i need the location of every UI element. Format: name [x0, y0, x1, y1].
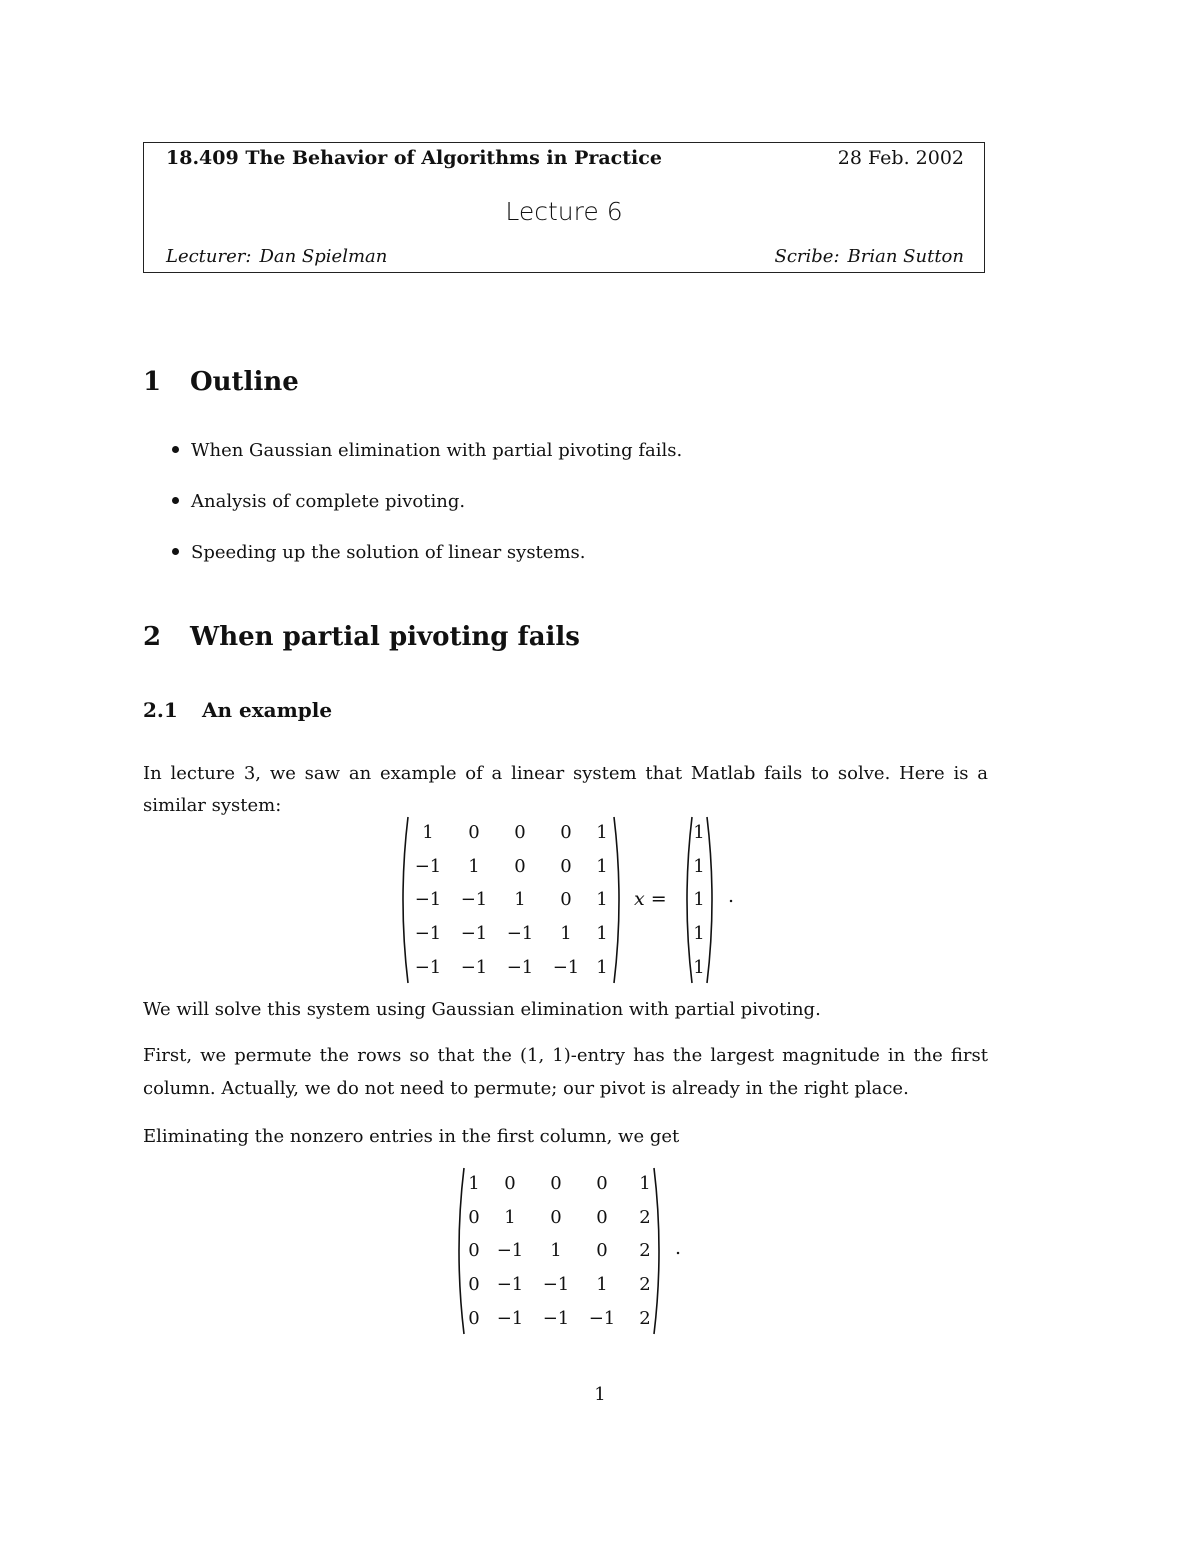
scribe-name: Brian Sutton [847, 246, 964, 267]
paragraph-line: column. Actually, we do not need to permute; our pivot is already in the right place. [143, 1078, 909, 1099]
scribe [775, 246, 964, 267]
list-item-text: Speeding up the solution of linear systems. [191, 542, 586, 563]
right-paren-icon [652, 1167, 666, 1335]
matrix-cell: −1 [496, 1307, 524, 1329]
paragraph-permute [143, 1039, 988, 1105]
matrix-cell: −1 [414, 923, 442, 945]
matrix-cell: 2 [639, 1206, 651, 1228]
matrix-cell: −1 [460, 956, 488, 978]
matrix-row [406, 850, 614, 884]
paragraph-line: In lecture 3, we saw an example of a linear system that Matlab fails to solve. Here is a [143, 763, 988, 784]
matrix-cell: 0 [468, 1274, 480, 1296]
subsection-2-1-heading [143, 698, 332, 722]
section-number: 1 [143, 367, 162, 397]
matrix-cell: 0 [468, 1307, 480, 1329]
bullet-icon [172, 497, 179, 504]
matrix-cell: 1 [639, 1173, 651, 1195]
list-item [172, 540, 682, 591]
matrix-cell: 0 [596, 1240, 608, 1262]
matrix-cell: −1 [414, 855, 442, 877]
matrix-cell: −1 [414, 889, 442, 911]
matrix-cell: 0 [596, 1206, 608, 1228]
matrix-cell: 1 [468, 1173, 480, 1195]
matrix-cell: 0 [550, 1173, 562, 1195]
matrix-cell: 0 [468, 822, 480, 844]
matrix-cell: 1 [596, 855, 608, 877]
matrix-cell: 1 [596, 1274, 608, 1296]
matrix-cell: 0 [560, 889, 572, 911]
section-1-heading [143, 367, 299, 397]
section-title: Outline [190, 367, 299, 397]
lecturer-name: Dan Spielman [259, 246, 388, 267]
right-paren-icon [612, 816, 626, 984]
matrix-cell: 1 [596, 956, 608, 978]
lecturer-label: Lecturer: [166, 246, 252, 267]
bullet-icon [172, 548, 179, 555]
paragraph-line: We will solve this system using Gaussian elimination with partial pivoting. [143, 999, 821, 1020]
matrix-cell: 1 [514, 889, 526, 911]
matrix-cell: −1 [542, 1274, 570, 1296]
matrix-cell: 1 [596, 889, 608, 911]
matrix-cell: 1 [596, 923, 608, 945]
matrix-cell: −1 [506, 923, 534, 945]
matrix-cell: 0 [514, 855, 526, 877]
subsection-number: 2.1 [143, 698, 178, 722]
equation-period: . [675, 1237, 682, 1259]
matrix-cell: −1 [552, 956, 580, 978]
matrix-row [460, 1234, 666, 1268]
paragraph-intro [143, 757, 988, 822]
outline-list [172, 438, 682, 591]
matrix-cell: 1 [468, 855, 480, 877]
paragraph-line: similar system: [143, 795, 282, 816]
subsection-title: An example [202, 698, 333, 722]
matrix-cell: 1 [693, 822, 705, 844]
matrix-cell: 0 [560, 855, 572, 877]
matrix-cell: −1 [496, 1274, 524, 1296]
matrix-row [406, 950, 614, 984]
matrix-row [406, 917, 614, 951]
matrix-cell: 1 [693, 889, 705, 911]
equation-period: . [728, 885, 735, 907]
paragraph-line: Eliminating the nonzero entries in the first column, we get [143, 1126, 680, 1147]
matrix-cell: −1 [414, 956, 442, 978]
matrix-cell: −1 [588, 1307, 616, 1329]
header-box [143, 142, 985, 273]
right-paren-icon [705, 816, 719, 984]
matrix-cell: 1 [560, 923, 572, 945]
matrix-cell: −1 [542, 1307, 570, 1329]
equation-x-equals: x = [634, 888, 667, 910]
lecture-date: 28 Feb. 2002 [837, 147, 964, 169]
matrix-cell: 1 [596, 822, 608, 844]
matrix-row [406, 883, 614, 917]
matrix-cell: 1 [422, 822, 434, 844]
bullet-icon [172, 446, 179, 453]
list-item [172, 489, 682, 540]
matrix-cell: −1 [460, 923, 488, 945]
matrix-cell: 1 [504, 1206, 516, 1228]
matrix-cell: 0 [468, 1240, 480, 1262]
list-item-text: Analysis of complete pivoting. [191, 491, 466, 512]
matrix-row [406, 816, 614, 850]
lecture-title: Lecture 6 [505, 197, 623, 226]
matrix-cell: 1 [693, 923, 705, 945]
matrix-row [460, 1301, 666, 1335]
section-2-heading [143, 622, 580, 652]
matrix-c [460, 1167, 666, 1335]
paragraph-eliminate [143, 1120, 988, 1153]
list-item-text: When Gaussian elimination with partial pivoting fails. [191, 440, 683, 461]
matrix-cell: 0 [514, 822, 526, 844]
matrix-cell: 0 [550, 1206, 562, 1228]
matrix-row [460, 1167, 666, 1201]
lecturer [166, 246, 387, 267]
paragraph-method [143, 993, 988, 1026]
matrix-cell: 1 [550, 1240, 562, 1262]
matrix-a [406, 816, 614, 984]
matrix-cell: 1 [693, 956, 705, 978]
matrix-cell: 2 [639, 1240, 651, 1262]
paragraph-line: First, we permute the rows so that the (1, 1)-entry has the largest magnitude in the first [143, 1045, 988, 1066]
matrix-cell: −1 [496, 1240, 524, 1262]
matrix-cell: −1 [506, 956, 534, 978]
matrix-cell: −1 [460, 889, 488, 911]
section-title: When partial pivoting fails [190, 622, 580, 652]
matrix-row [460, 1268, 666, 1302]
matrix-cell: 2 [639, 1274, 651, 1296]
matrix-cell: 0 [596, 1173, 608, 1195]
page-number: 1 [594, 1384, 606, 1405]
scribe-label: Scribe: [774, 246, 840, 267]
course-title: 18.409 The Behavior of Algorithms in Practice [166, 147, 662, 169]
section-number: 2 [143, 622, 162, 652]
matrix-cell: 0 [560, 822, 572, 844]
matrix-cell: 0 [504, 1173, 516, 1195]
matrix-cell: 0 [468, 1206, 480, 1228]
matrix-row [460, 1201, 666, 1235]
list-item [172, 438, 682, 489]
matrix-cell: 2 [639, 1307, 651, 1329]
matrix-cell: 1 [693, 855, 705, 877]
